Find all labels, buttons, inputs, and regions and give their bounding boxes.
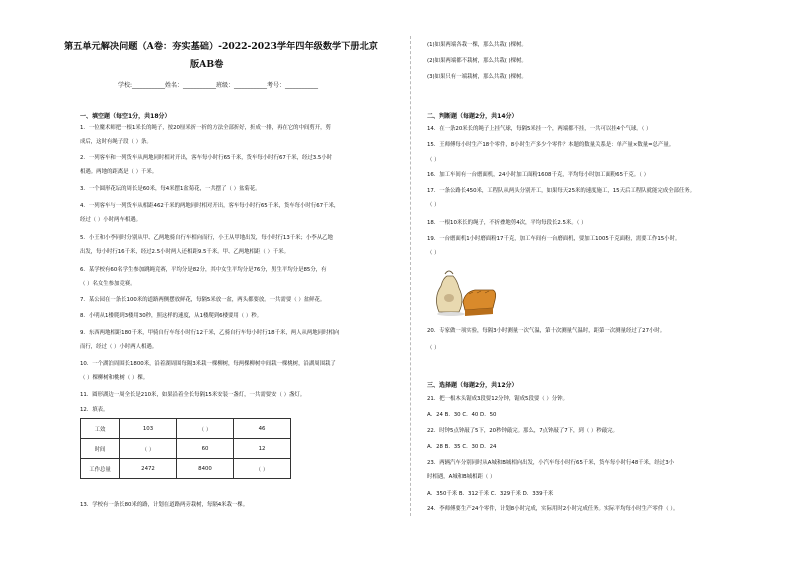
flour-sack-bread-icon	[429, 262, 499, 318]
table-cell: 46	[234, 419, 291, 439]
question-line: 18．一根10米长的绳子，不折叠地剪4次，平均每段长2.5米。（ ）	[427, 220, 587, 226]
page-title-line1: 第五单元解决问题（A卷：夯实基础）-2022-2023学年四年级数学下册北京	[64, 41, 378, 52]
choice-options: A．350千米 B．312千米 C．329千米 D．339千米	[427, 491, 554, 497]
question-line: 9．东西两地相距180千米，甲骑自行车每小时行12千米，乙骑自行车每小时行18千米，两人从两地同时相向	[80, 330, 340, 336]
question-line: 成后，这时有绳子段（ ）条。	[80, 139, 152, 145]
question-line: （ ）棵柳树和桃树（ ）棵。	[80, 375, 149, 381]
question-line: （ ）	[427, 250, 440, 256]
question-line: 19．一台磨面机1小时磨面粉17千克，加工车间有一台磨面机，要加工1005千克面粉，需要工作15小时。	[427, 236, 681, 242]
question-line: 22．时钟5点钟敲了5下，20秒钟敲完。那么，7点钟敲了7下，到（ ）秒敲完。	[427, 428, 618, 434]
question-line: 20．专家做一项实验，每隔3小时测量一次气温，第十次测量气温时，距第一次测量经过了27小时。	[427, 328, 666, 334]
section-fill-blank: 一、填空题（每空1分，共18分）	[80, 113, 171, 120]
question-line: （ ）名女生参加竞赛。	[80, 281, 136, 287]
table-cell: 103	[120, 419, 177, 439]
question-line: 3．一个圆形花坛的周长是60米，每4米摆1盆菊花，一共摆了（ ）盆菊花。	[80, 186, 261, 192]
question-line: （ ）	[427, 345, 440, 351]
table-cell: 2472	[120, 459, 177, 479]
question-line: 15．王师傅每小时生产18个零件，8小时生产多少个零件？本题的数量关系是：单产量×数量=总产量。	[427, 142, 675, 148]
question-line: 相遇。两地的距离是（ ）千米。	[80, 169, 158, 175]
choice-options: A．24 B．30 C．40 D．50	[427, 412, 497, 418]
table-cell: 60	[177, 439, 234, 459]
table-cell: 时间	[81, 439, 120, 459]
question-line: 而行，经过（ ）小时两人相遇。	[80, 344, 158, 350]
table-cell: 工效	[81, 419, 120, 439]
question-line: （ ）	[427, 202, 440, 208]
question-line: 1．一位魔术师把一根1米长的绳子，按20厘米折一折的方法全部折好，折成一排，再在它的中间剪开，剪	[80, 125, 331, 131]
question-line: 7．某公园在一条长100米的道路两侧摆放鲜花，每隔5米放一盆，两头都要放。一共需要（ ）盆鲜花。	[80, 297, 326, 303]
question-line: 13．学校有一条长80米的路，计划在道路两旁栽树，每隔4米栽一棵。	[80, 502, 249, 508]
table-cell: 12	[234, 439, 291, 459]
question-line: 8．小明从1楼爬到3楼用30秒，照这样的速度，从1楼爬到6楼要用（ ）秒。	[80, 313, 263, 319]
question-line: 14．在一条20米长的绳子上挂气球，每隔5米挂一个，两端都不挂，一共可以挂4个气球。（ ）	[427, 126, 652, 132]
question-line: 23．两辆汽车分别同时从A城和B城相向出发，小汽车每小时行65千米，货车每小时行48千米，经过3小	[427, 460, 675, 466]
page-title-line2: 版AB卷	[190, 59, 224, 70]
question-line: 17．一条公路长450米，工程队从两头分别开工，如果每天25米的速度施工，15天后工程队就能完成全部任务。	[427, 188, 696, 194]
question-line: 12．填表。	[80, 407, 109, 413]
question-line: 出发，每小时行16千米，经过2.5小时两人还相距9.5千米。甲、乙两地相距（ ）千米。	[80, 249, 290, 255]
question-line: 经过（ ）小时两车相遇。	[80, 217, 142, 223]
question-line: 21．把一根木头锯成3段要12分钟，锯成5段要（ ）分钟。	[427, 396, 568, 402]
column-divider	[410, 36, 411, 516]
table-row	[81, 459, 291, 479]
question-line: 2．一列客车和一列货车从两地同时相对开出，客车每小时行65千米，货车每小时行67千米，经过3.5小时	[80, 155, 333, 161]
question-line: （ ）	[427, 157, 440, 163]
table-cell: （ ）	[120, 439, 177, 459]
student-info-line: 学校:___________姓名：___________班级：___________考号：___________	[118, 82, 319, 89]
question-line: 10．一个湖泊周围长1800米，沿着湖周围每隔3米栽一棵柳树，每两棵柳树中间栽一棵桃树，沿湖周围栽了	[80, 361, 336, 367]
choice-options: A．28 B．35 C．30 D．24	[427, 444, 497, 450]
question-line: 16．加工车间有一台磨面机，24小时加工面粉1608千克，平均每小时加工面粉65千克。（ ）	[427, 172, 649, 178]
section-multiple-choice: 三、选择题（每题2分，共12分）	[427, 382, 518, 389]
question-line: 4．一列客车与一列货车从相距462千米的两地同时相对开出，客车每小时行65千米，货车每小时行67千米，	[80, 203, 340, 209]
table-row	[81, 439, 291, 459]
table-cell: （ ）	[234, 459, 291, 479]
question-line: (3)如果只有一端栽树，那么共栽( )棵树。	[427, 74, 527, 80]
question-line: (2)如果两端都不栽树，那么共栽( )棵树。	[427, 58, 527, 64]
table-cell: （ ）	[177, 419, 234, 439]
question-line: 5．小王和小李同时分别从甲、乙两地骑自行车相向而行，小王从甲地出发，每小时行13千米；小李从乙地	[80, 235, 333, 241]
question-line: (1)如果两端各栽一棵，那么共栽( )棵树。	[427, 42, 527, 48]
question-line: 11．圆形湖边一周全长是210米，如果沿着全长每隔15米安装一盏灯，一共需要安（ ）盏灯。	[80, 392, 306, 398]
question-line: 6．某学校有60名学生参加跳绳竞赛，平均分是82分，其中女生平均分是76分，男生平均分是85分，有	[80, 267, 327, 273]
section-true-false: 二、判断题（每题2分，共14分）	[427, 113, 518, 120]
table-row	[81, 419, 291, 439]
table-cell: 8400	[177, 459, 234, 479]
work-table	[80, 418, 291, 479]
question-line: 24．李师傅要生产24个零件，计划8小时完成，实际用时2小时完成任务。实际平均每小时生产零件（ ）。	[427, 506, 679, 512]
question-line: 时相遇，A城和B城相距（ ）	[427, 474, 496, 480]
table-cell: 工作总量	[81, 459, 120, 479]
